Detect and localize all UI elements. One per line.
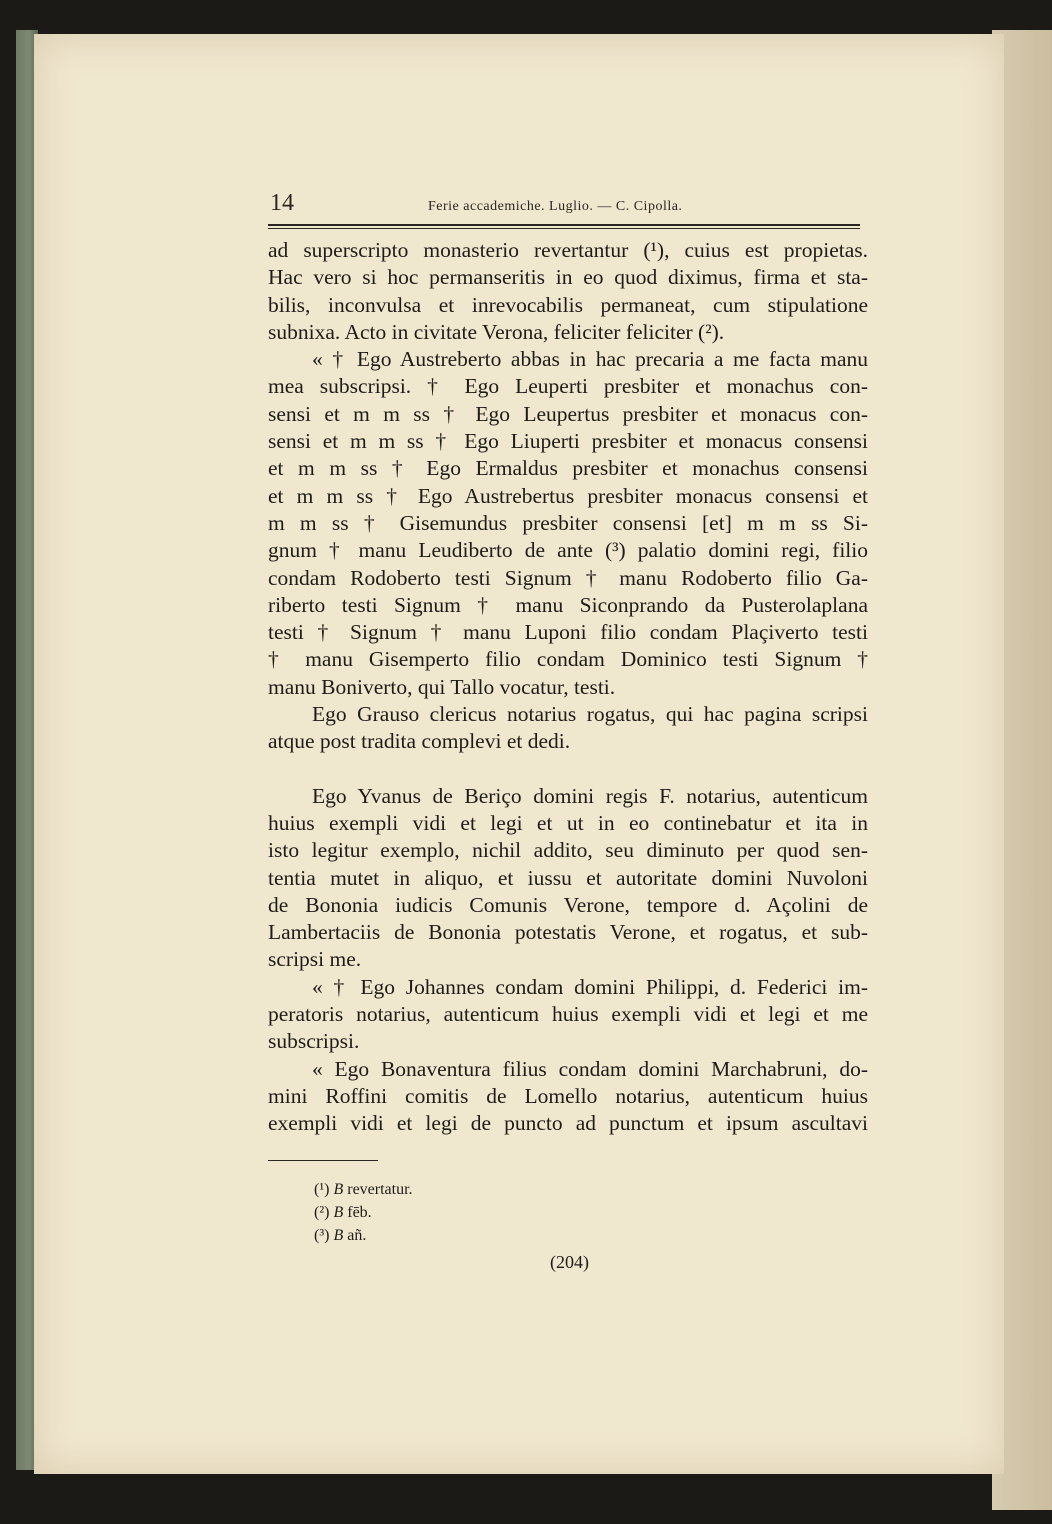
footnote-text: fēb. [347, 1204, 372, 1221]
page-number: 14 [270, 190, 294, 216]
text-line: huius exempli vidi et legi et ut in eo continebatur et ita in [268, 810, 868, 835]
text-line: mini Roffini comitis de Lomello notarius, autenticum huius [268, 1083, 868, 1108]
text-line: de Bononia iudicis Comunis Verone, tempore d. Açolini de [268, 892, 868, 917]
text-line: Hac vero si hoc permanseritis in eo quod diximus, firma et sta- [268, 265, 868, 290]
text-line: isto legitur exemplo, nichil addito, seu diminuto per quod sen- [268, 838, 868, 863]
text-line: testi † Signum † manu Luponi filio condam Plaçiverto testi [268, 620, 868, 645]
text-line: « Ego Bonaventura filius condam domini Marchabruni, do- [312, 1056, 868, 1081]
paragraph-5 [268, 974, 868, 1056]
footnote-siglum: B [333, 1227, 344, 1244]
text-line: et m m ss † Ego Ermaldus presbiter et monachus consensi [268, 456, 868, 481]
text-line: bilis, inconvulsa et inrevocabilis permaneat, cum stipulatione [268, 292, 868, 317]
paragraph-6 [268, 1056, 868, 1138]
text-line: tentia mutet in aliquo, et iussu et autoritate domini Nuvoloni [268, 865, 868, 890]
footnote-text: revertatur. [347, 1181, 413, 1198]
text-line: « † Ego Austreberto abbas in hac precaria a me facta manu [312, 347, 868, 372]
footnotes [314, 1178, 413, 1247]
text-line: subnixa. Acto in civitate Verona, feliciter feliciter (²). [268, 319, 725, 344]
text-line: m m ss † Gisemundus presbiter consensi [et] m m ss Si- [268, 510, 868, 535]
text-line: atque post tradita complevi et dedi. [268, 729, 571, 754]
text-line: peratoris notarius, autenticum huius exempli vidi et legi et me [268, 1002, 868, 1027]
running-title: Ferie accademiche. Luglio. — C. Cipolla. [428, 199, 683, 214]
text-line: mea subscripsi. † Ego Leuperti presbiter et monachus con- [268, 374, 868, 399]
text-line: Ego Grauso clericus notarius rogatus, qui hac pagina scripsi [312, 702, 868, 727]
text-line: manu Boniverto, qui Tallo vocatur, testi. [268, 674, 616, 699]
text-line: † manu Gisemperto filio condam Dominico testi Signum † [268, 647, 868, 672]
footnote-text: añ. [347, 1227, 367, 1244]
footnote-siglum: B [333, 1204, 344, 1221]
paragraph-1 [268, 237, 868, 346]
main-text [268, 237, 868, 1138]
text-line: condam Rodoberto testi Signum † manu Rodoberto filio Ga- [268, 565, 868, 590]
paragraph-gap [268, 756, 868, 783]
footnote-mark: (³) [314, 1227, 330, 1244]
footnote [314, 1224, 413, 1247]
footnote-rule [268, 1160, 378, 1161]
text-line: sensi et m m ss † Ego Liuperti presbiter et monacus consensi [268, 429, 868, 454]
text-line: subscripsi. [268, 1029, 360, 1054]
footnote [314, 1178, 413, 1201]
footnote [314, 1201, 413, 1224]
text-line: riberto testi Signum † manu Siconprando da Pusterolaplana [268, 592, 868, 617]
text-line: Ego Yvanus de Beriço domini regis F. notarius, autenticum [312, 783, 868, 808]
text-line: Lambertaciis de Bononia potestatis Verone, et rogatus, et sub- [268, 920, 868, 945]
paragraph-2 [268, 346, 868, 701]
footnote-mark: (¹) [314, 1181, 330, 1198]
header-rule-thick [268, 224, 860, 226]
text-line: scripsi me. [268, 947, 362, 972]
folio-number: (204) [550, 1252, 589, 1272]
header-rule-thin [268, 228, 860, 229]
text-line: « † Ego Johannes condam domini Philippi, d. Federici im- [312, 974, 868, 999]
footnote-mark: (²) [314, 1204, 330, 1221]
paragraph-3 [268, 701, 868, 756]
text-line: gnum † manu Leudiberto de ante (³) palatio domini regi, filio [268, 538, 868, 563]
text-line: sensi et m m ss † Ego Leupertus presbiter et monacus con- [268, 401, 868, 426]
text-line: ad superscripto monasterio revertantur (¹), cuius est propietas. [268, 238, 868, 262]
paragraph-4 [268, 783, 868, 974]
footnote-siglum: B [333, 1181, 344, 1198]
text-line: exempli vidi et legi de puncto ad punctum et ipsum ascultavi [268, 1111, 868, 1136]
text-line: et m m ss † Ego Austrebertus presbiter monacus consensi et [268, 483, 868, 508]
